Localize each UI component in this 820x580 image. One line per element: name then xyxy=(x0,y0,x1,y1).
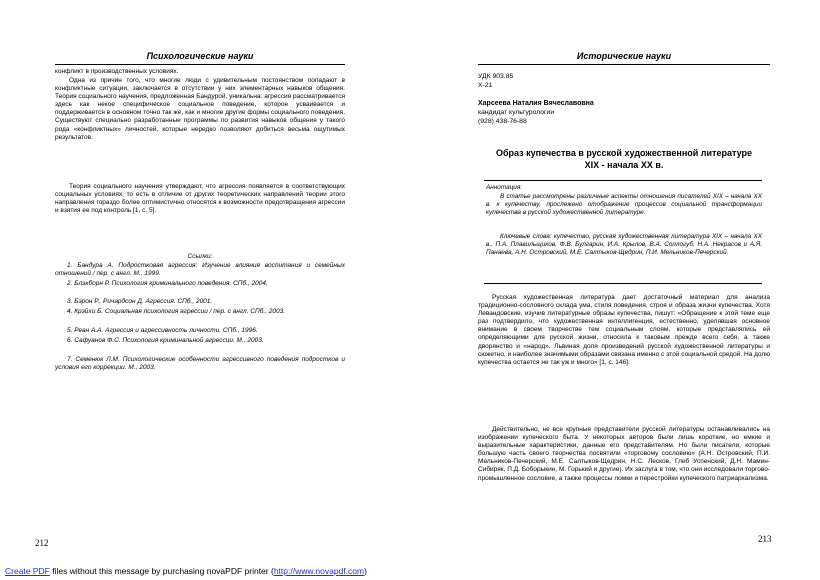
left-running-header: Психологические науки xyxy=(55,50,345,65)
novapdf-footer xyxy=(5,566,367,577)
right-paragraph-1: Русская художественная литература дает достаточный материал для анализа традиционно-сословного склада ума, стиля поведения, строя и образа жизни купечества. Хотя Левандовские, изучив литературные образы купечества, пишут: «Обращение к этой теме еще раз подтвердило, что художественная интеллигенция, естественно, уделявшая основное внимание в своем творчестве тем социальным слоям, которые представлялись ей определяющими для русской жизни, относила к таковым прежде всего себя, а также дворянство и «народ». Львиная доля произведений русской художественной литературы и сюжетно, и наиболее значимыми образами связана именно с этой социальной средой. На долю купечества остается не так уж и много» [1, с. 146]. xyxy=(478,294,771,366)
left-paragraph-3: Теория социального научения утверждают, что агрессия появляется в соответствующих социальных условиях, то есть в отличие от других теоретических направлений теории этого направления гораздо более оптимистично относятся к возможности предотвращения агрессии и взятия ее под контроль [1, с. 5]. xyxy=(55,183,345,215)
reference-3: 3. Бэрон Р., Ричардсон Д. Агрессия. СПб., 2001. xyxy=(67,298,213,305)
udk-code: УДК 903.85 xyxy=(478,73,514,80)
reference-1: 1. Бандура А. Подростковая агрессия: Изучение влияния воспитания и семейных отношений / пер. с англ. М., 1999. xyxy=(55,262,345,278)
reference-7: 7. Семенюк Л.М. Психологические особенности агрессивного поведения подростков и условия его коррекции. М., 2003. xyxy=(55,356,345,372)
author-degree: кандидат культурологии xyxy=(478,109,555,116)
right-running-header: Исторические науки xyxy=(478,50,770,65)
abstract-top-rule xyxy=(484,180,762,181)
reference-4: 4. Крэйхи Б. Социальная психология агрессии / пер. с англ. СПб., 2003. xyxy=(67,308,286,315)
footer-text: files without this message by purchasing novaPDF printer ( xyxy=(49,566,274,576)
bbk-code: Х-21 xyxy=(478,82,493,89)
abstract-title: Аннотация: xyxy=(486,184,523,191)
left-paragraph-1: конфликт в производственных условиях. xyxy=(55,68,179,75)
right-paragraph-2: Действительно, не все крупные представители русской литературы останавливались на изображении купеческого быта. У некоторых авторов были лишь короткие, но емкие и выразительные характеристики, данные его представителям. Но были писатели, которые большую часть своего творчества посвятили «торговому сословию» (А.Н. Островский, П.И. Мельников-Печерский, М.Е. Салтыков-Щедрин, Н.С. Лесков, Глеб Успенский, Д.Н. Мамин-Сибиряк, П.Д. Боборыкин, М. Горький и другие). Их заслуга в том, что они исследовали торгово-промышленное сословие, а также процессы ломки и перестройки купеческого патриархализма. xyxy=(478,426,770,482)
author-phone: (928) 438-76-88 xyxy=(478,118,527,125)
author-name: Харсеева Наталия Вячеславовна xyxy=(478,100,594,107)
reference-5: 5. Реан А.А. Агрессия и агрессивность личности. СПб., 1996. xyxy=(67,327,258,334)
keywords: Ключевые слова: купечество, русская художественная литература XIX – начала XX в., П.А. Плавильщиков, Ф.В. Булгарин, И.А. Крылов, В.А. Соллогуб, Н.А. Некрасов и А.Я. Панаева, А.Н. Островский, М.Е. Салтыков-Щедрин, П.И. Мельников-Печерский. xyxy=(486,233,762,257)
left-paragraph-2: Одна из причин того, что многие люди с удивительным постоянством попадают в конфликтные ситуации, заключается в отсутствии у них элементарных навыков общения. Теория социального научения, предложенная Бандурой, уникальна: агрессия рассматривается здесь как некое специфическое социальное поведение, которое усваивается и поддерживается в основном точно так же, как и многие другие формы социального поведения. Существуют специально разработанные программы по развития навыков общения у такого рода «конфликтных» личностей, которые нередко позволяют добиться весьма ощутимых результатов. xyxy=(55,77,345,141)
footer-closing-paren: ) xyxy=(364,566,367,576)
novapdf-url-link[interactable]: http://www.novapdf.com xyxy=(273,566,365,576)
create-pdf-link[interactable]: Create PDF xyxy=(5,566,50,576)
reference-6: 6. Сафуанов Ф.С. Психология криминальной агрессии. М., 2003. xyxy=(67,337,264,344)
article-title: Образ купечества в русской художественной литературе XIX - начала XX в. xyxy=(496,148,752,170)
reference-2: 2. Блэкборн Р. Психология криминального поведения. СПб., 2004. xyxy=(67,280,268,287)
abstract-bottom-rule xyxy=(484,283,762,284)
references-title: Ссылки: xyxy=(187,253,213,260)
left-page-number: 212 xyxy=(35,538,49,548)
right-page-number: 213 xyxy=(758,534,772,544)
abstract-text: В статье рассмотрены различные аспекты отношения писателей XIX – начала XX в. к купечеству, прослежено отображение процессов социальной трансформации купечества в русской художественной литературе. xyxy=(486,193,762,217)
